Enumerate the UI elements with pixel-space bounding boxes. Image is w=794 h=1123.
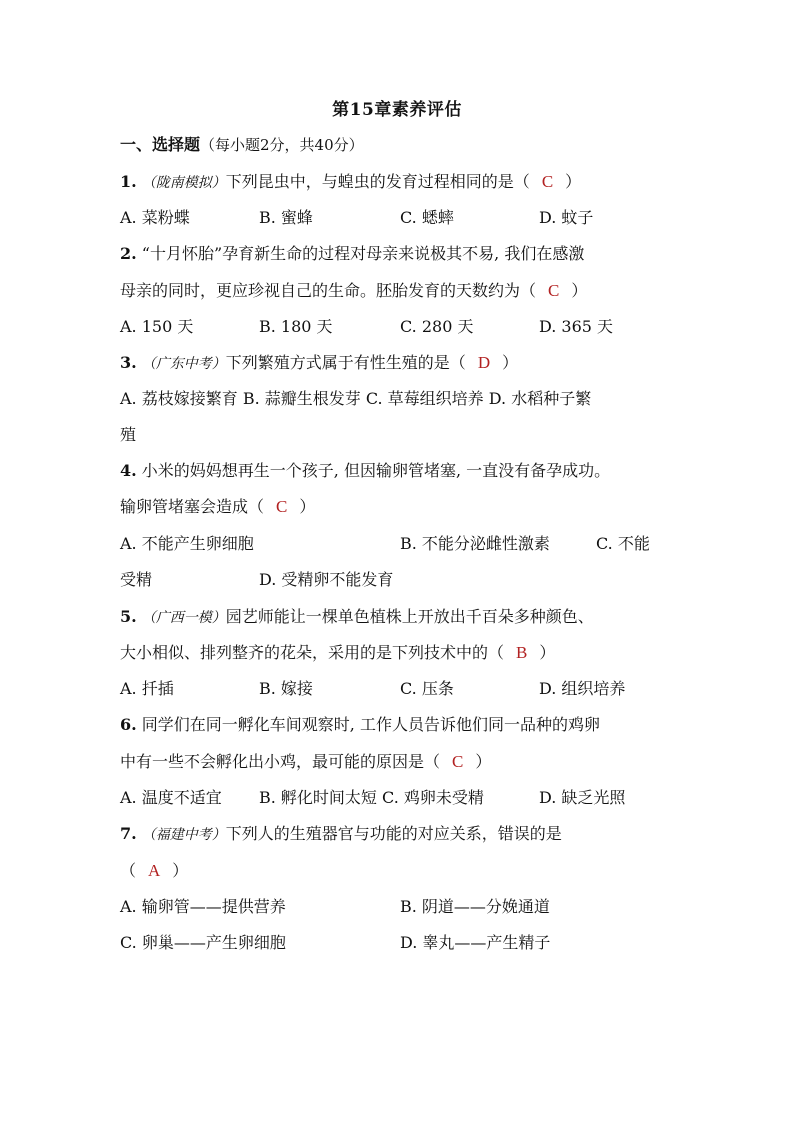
question-text: 下列昆虫中，与蝗虫的发育过程相同的是（ bbox=[225, 172, 530, 191]
question-text: 大小相似、排列整齐的花朵，采用的是下列技术中的（ bbox=[120, 643, 505, 662]
question-source: （陇南模拟） bbox=[141, 175, 226, 191]
question-number: 1. bbox=[120, 172, 137, 191]
question-1 bbox=[120, 171, 680, 194]
option-b-c: B. 孵化时间太短 C. 鸡卵未受精 bbox=[259, 788, 484, 807]
options-text: A. 荔枝嫁接繁育 B. 蒜瓣生根发芽 C. 草莓组织培养 D. 水稻种子繁 bbox=[120, 389, 592, 408]
section-heading bbox=[120, 134, 680, 156]
options-row bbox=[120, 207, 680, 229]
question-text: 园艺师能让一棵单色植株上开放出千百朵多种颜色、 bbox=[225, 607, 594, 626]
option-c: C. 不能 bbox=[596, 534, 650, 553]
option-d: D. 受精卵不能发育 bbox=[259, 570, 394, 589]
question-text: 母亲的同时，更应珍视自己的生命。胚胎发育的天数约为（ bbox=[120, 281, 537, 300]
option-c: C. 卵巢——产生卵细胞 bbox=[120, 933, 286, 952]
question-source: （福建中考） bbox=[141, 827, 226, 843]
question-close: ） bbox=[299, 497, 316, 516]
answer-mark: A bbox=[148, 861, 161, 880]
option-d: D. 缺乏光照 bbox=[539, 788, 626, 807]
question-number: 3. bbox=[120, 353, 137, 372]
option-d: D. 蚊子 bbox=[539, 208, 594, 227]
question-5-line2 bbox=[120, 642, 680, 664]
option-b: B. 阴道——分娩通道 bbox=[400, 897, 550, 916]
options-row-2 bbox=[120, 932, 680, 954]
options-row-continued bbox=[120, 424, 680, 446]
question-text: 下列人的生殖器官与功能的对应关系，错误的是 bbox=[225, 824, 562, 843]
option-a: A. 扦插 bbox=[120, 679, 174, 698]
section-note: （每小题2分，共40分） bbox=[200, 136, 364, 154]
option-b: B. 蜜蜂 bbox=[259, 208, 313, 227]
question-number: 4. bbox=[120, 461, 137, 480]
section-head: 一、选择题 bbox=[120, 135, 201, 154]
question-text: 同学们在同一孵化车间观察时, 工作人员告诉他们同一品种的鸡卵 bbox=[141, 715, 600, 734]
question-close: ） bbox=[172, 861, 189, 880]
question-close: ） bbox=[565, 172, 582, 191]
options-row bbox=[120, 896, 680, 918]
answer-mark: C bbox=[541, 172, 554, 191]
options-row bbox=[120, 678, 680, 700]
question-6-line2 bbox=[120, 751, 680, 773]
option-a: A. 温度不适宜 bbox=[120, 788, 222, 807]
question-text: “十月怀胎”孕育新生命的过程对母亲来说极其不易, 我们在感激 bbox=[141, 244, 585, 263]
option-a: A. 菜粉蝶 bbox=[120, 208, 190, 227]
question-text: 输卵管堵塞会造成（ bbox=[120, 497, 265, 516]
question-3 bbox=[120, 352, 680, 375]
question-source: （广西一模） bbox=[141, 610, 226, 626]
option-c: C. 蟋蟀 bbox=[400, 208, 454, 227]
option-a: A. 输卵管——提供营养 bbox=[120, 897, 286, 916]
question-close: ） bbox=[475, 752, 492, 771]
question-2-line2 bbox=[120, 280, 680, 302]
option-c: C. 280 天 bbox=[400, 317, 474, 336]
options-text: 殖 bbox=[120, 425, 137, 444]
question-4-line2 bbox=[120, 496, 680, 518]
option-b: B. 180 天 bbox=[259, 317, 333, 336]
option-a: A. 不能产生卵细胞 bbox=[120, 534, 254, 553]
question-number: 5. bbox=[120, 607, 137, 626]
options-row bbox=[120, 316, 680, 338]
option-c: C. 压条 bbox=[400, 679, 454, 698]
answer-mark: C bbox=[276, 497, 288, 516]
question-source: （广东中考） bbox=[141, 356, 226, 372]
option-d: D. 组织培养 bbox=[539, 679, 626, 698]
answer-mark: C bbox=[452, 752, 464, 771]
question-6 bbox=[120, 714, 680, 736]
options-row bbox=[120, 533, 680, 555]
question-number: 2. bbox=[120, 244, 137, 263]
question-text: 下列繁殖方式属于有性生殖的是（ bbox=[225, 353, 466, 372]
answer-mark: B bbox=[516, 643, 528, 662]
option-d: D. 睾丸——产生精子 bbox=[400, 933, 551, 952]
question-open: （ bbox=[120, 861, 137, 880]
answer-mark: D bbox=[477, 353, 491, 372]
option-b: B. 嫁接 bbox=[259, 679, 313, 698]
page-title: 第15章素养评估 bbox=[332, 100, 462, 120]
options-row bbox=[120, 787, 680, 809]
options-row-continued bbox=[120, 569, 680, 591]
question-5 bbox=[120, 606, 680, 629]
options-row bbox=[120, 388, 680, 410]
question-text: 中有一些不会孵化出小鸡，最可能的原因是（ bbox=[120, 752, 441, 771]
option-b: B. 不能分泌雌性激素 bbox=[400, 534, 550, 553]
question-text: 小米的妈妈想再生一个孩子, 但因输卵管堵塞, 一直没有备孕成功。 bbox=[141, 461, 611, 480]
question-2 bbox=[120, 243, 680, 265]
question-close: ） bbox=[539, 643, 556, 662]
answer-mark: C bbox=[548, 281, 560, 300]
question-number: 6. bbox=[120, 715, 137, 734]
option-d: D. 365 天 bbox=[539, 317, 614, 336]
question-7 bbox=[120, 823, 680, 846]
option-a: A. 150 天 bbox=[120, 317, 194, 336]
question-4 bbox=[120, 460, 680, 482]
question-number: 7. bbox=[120, 824, 137, 843]
question-close: ） bbox=[571, 281, 588, 300]
option-c-continued: 受精 bbox=[120, 570, 153, 589]
question-close: ） bbox=[502, 353, 519, 372]
question-7-line2 bbox=[120, 860, 680, 882]
